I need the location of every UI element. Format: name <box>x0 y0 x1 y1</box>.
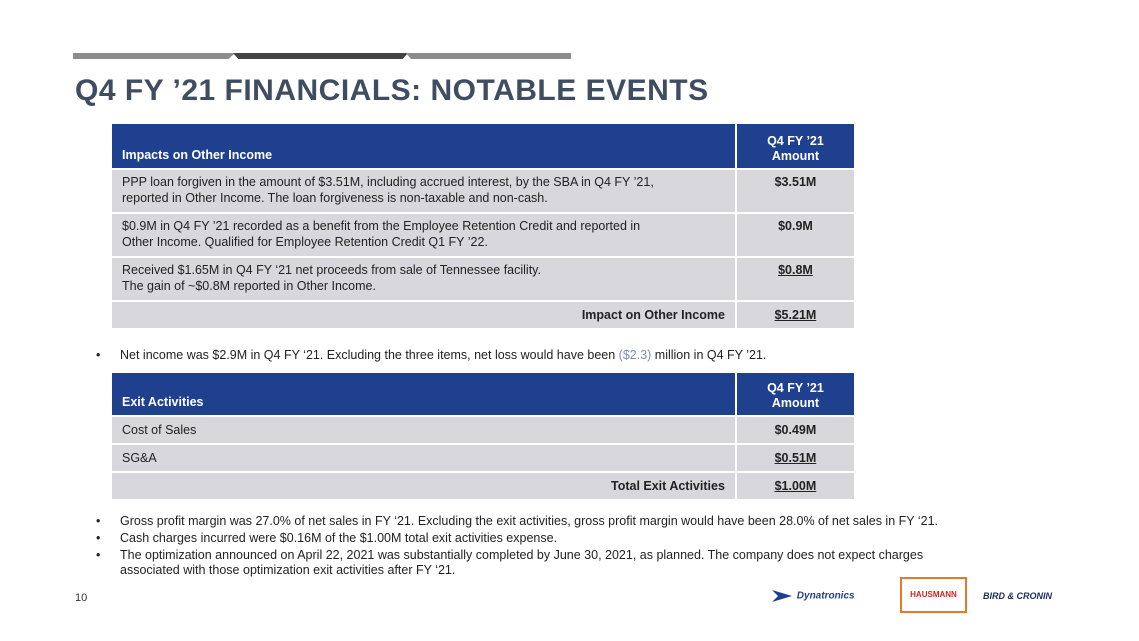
bullet-text: Gross profit margin was 27.0% of net sales in FY ‘21. Excluding the exit activities, gross profit margin would have been 28.0% of net sales in FY ‘21. <box>120 514 939 528</box>
row-amount <box>735 256 854 300</box>
total-amount-value: $1.00M <box>774 479 817 493</box>
table-total-row <box>112 300 854 328</box>
total-amount <box>735 471 854 499</box>
hausmann-logo <box>900 577 967 613</box>
top-bar-segment <box>233 53 408 59</box>
row-text-line: $0.9M in Q4 FY ’21 recorded as a benefit from the Employee Retention Credit and reported in <box>122 219 641 233</box>
row-amount-value: $0.51M <box>774 451 817 465</box>
decorative-top-bar <box>73 53 571 61</box>
row-text-line: Received $1.65M in Q4 FY ‘21 net proceeds from sale of Tennessee facility. <box>122 263 541 277</box>
hausmann-logo-text: HAUSMANN <box>910 590 957 599</box>
dynatronics-swoosh-icon <box>772 588 794 604</box>
row-amount: $0.9M <box>735 212 854 256</box>
slide-title: Q4 FY ’21 FINANCIALS: NOTABLE EVENTS <box>75 74 709 107</box>
total-label: Total Exit Activities <box>112 471 735 499</box>
bird-cronin-logo: BIRD & CRONIN <box>983 591 1052 601</box>
dynatronics-logo <box>772 588 855 604</box>
table-row <box>112 415 854 443</box>
row-amount: $3.51M <box>735 168 854 212</box>
row-amount-value: $0.8M <box>778 263 813 277</box>
bullet-text: Cash charges incurred were $0.16M of the $1.00M total exit activities expense. <box>120 531 558 545</box>
header-amount-line2: Amount <box>771 396 820 410</box>
bullet-dot: • <box>96 548 101 562</box>
header-amount-line1: Q4 FY ’21 <box>767 381 824 395</box>
table-header-description: Exit Activities <box>112 373 735 415</box>
row-amount <box>735 443 854 471</box>
table-row <box>112 168 854 212</box>
table-row <box>112 443 854 471</box>
table-header-description: Impacts on Other Income <box>112 124 735 168</box>
row-description <box>112 212 735 256</box>
other-income-table <box>112 124 854 328</box>
table-header-amount <box>735 124 854 168</box>
bullet-text: million in Q4 FY ’21. <box>651 348 767 362</box>
top-bar-segment <box>73 53 235 59</box>
page-number: 10 <box>75 592 88 604</box>
total-amount <box>735 300 854 328</box>
table-row <box>112 256 854 300</box>
bullet-text: The optimization announced on April 22, 2021 was substantially completed by June 30, 2021, as planned. The company does not expect charges <box>120 548 924 562</box>
top-bar-segment <box>406 53 571 59</box>
bullet-dot: • <box>96 348 101 362</box>
gross-margin-bullet <box>96 514 939 529</box>
table-header-amount <box>735 373 854 415</box>
net-loss-value: ($2.3) <box>618 348 652 362</box>
bullet-dot: • <box>96 514 101 528</box>
row-text-line: PPP loan forgiven in the amount of $3.51M, including accrued interest, by the SBA in Q4 FY ’21, <box>122 175 654 189</box>
dynatronics-logo-text: Dynatronics <box>796 590 855 602</box>
bullet-text: associated with those optimization exit activities after FY ‘21. <box>120 563 456 577</box>
row-description <box>112 256 735 300</box>
table-row <box>112 212 854 256</box>
header-amount-line2: Amount <box>771 149 820 163</box>
row-text-line: Other Income. Qualified for Employee Retention Credit Q1 FY ’22. <box>122 235 488 249</box>
net-income-bullet <box>96 348 767 363</box>
bullet-dot: • <box>96 531 101 545</box>
row-text-line: reported in Other Income. The loan forgiveness is non-taxable and non-cash. <box>122 191 548 205</box>
exit-activities-table <box>112 373 854 499</box>
header-amount-line1: Q4 FY ’21 <box>767 134 824 148</box>
row-text-line: The gain of ~$0.8M reported in Other Income. <box>122 279 376 293</box>
cash-charges-bullet <box>96 531 558 546</box>
row-label: Cost of Sales <box>112 415 735 443</box>
row-description <box>112 168 735 212</box>
table-total-row <box>112 471 854 499</box>
total-amount-value: $5.21M <box>774 308 817 322</box>
row-amount: $0.49M <box>735 415 854 443</box>
bullet-text: Net income was $2.9M in Q4 FY ‘21. Excluding the three items, net loss would have been <box>120 348 619 362</box>
row-label: SG&A <box>112 443 735 471</box>
total-label: Impact on Other Income <box>112 300 735 328</box>
optimization-bullet <box>96 548 924 578</box>
